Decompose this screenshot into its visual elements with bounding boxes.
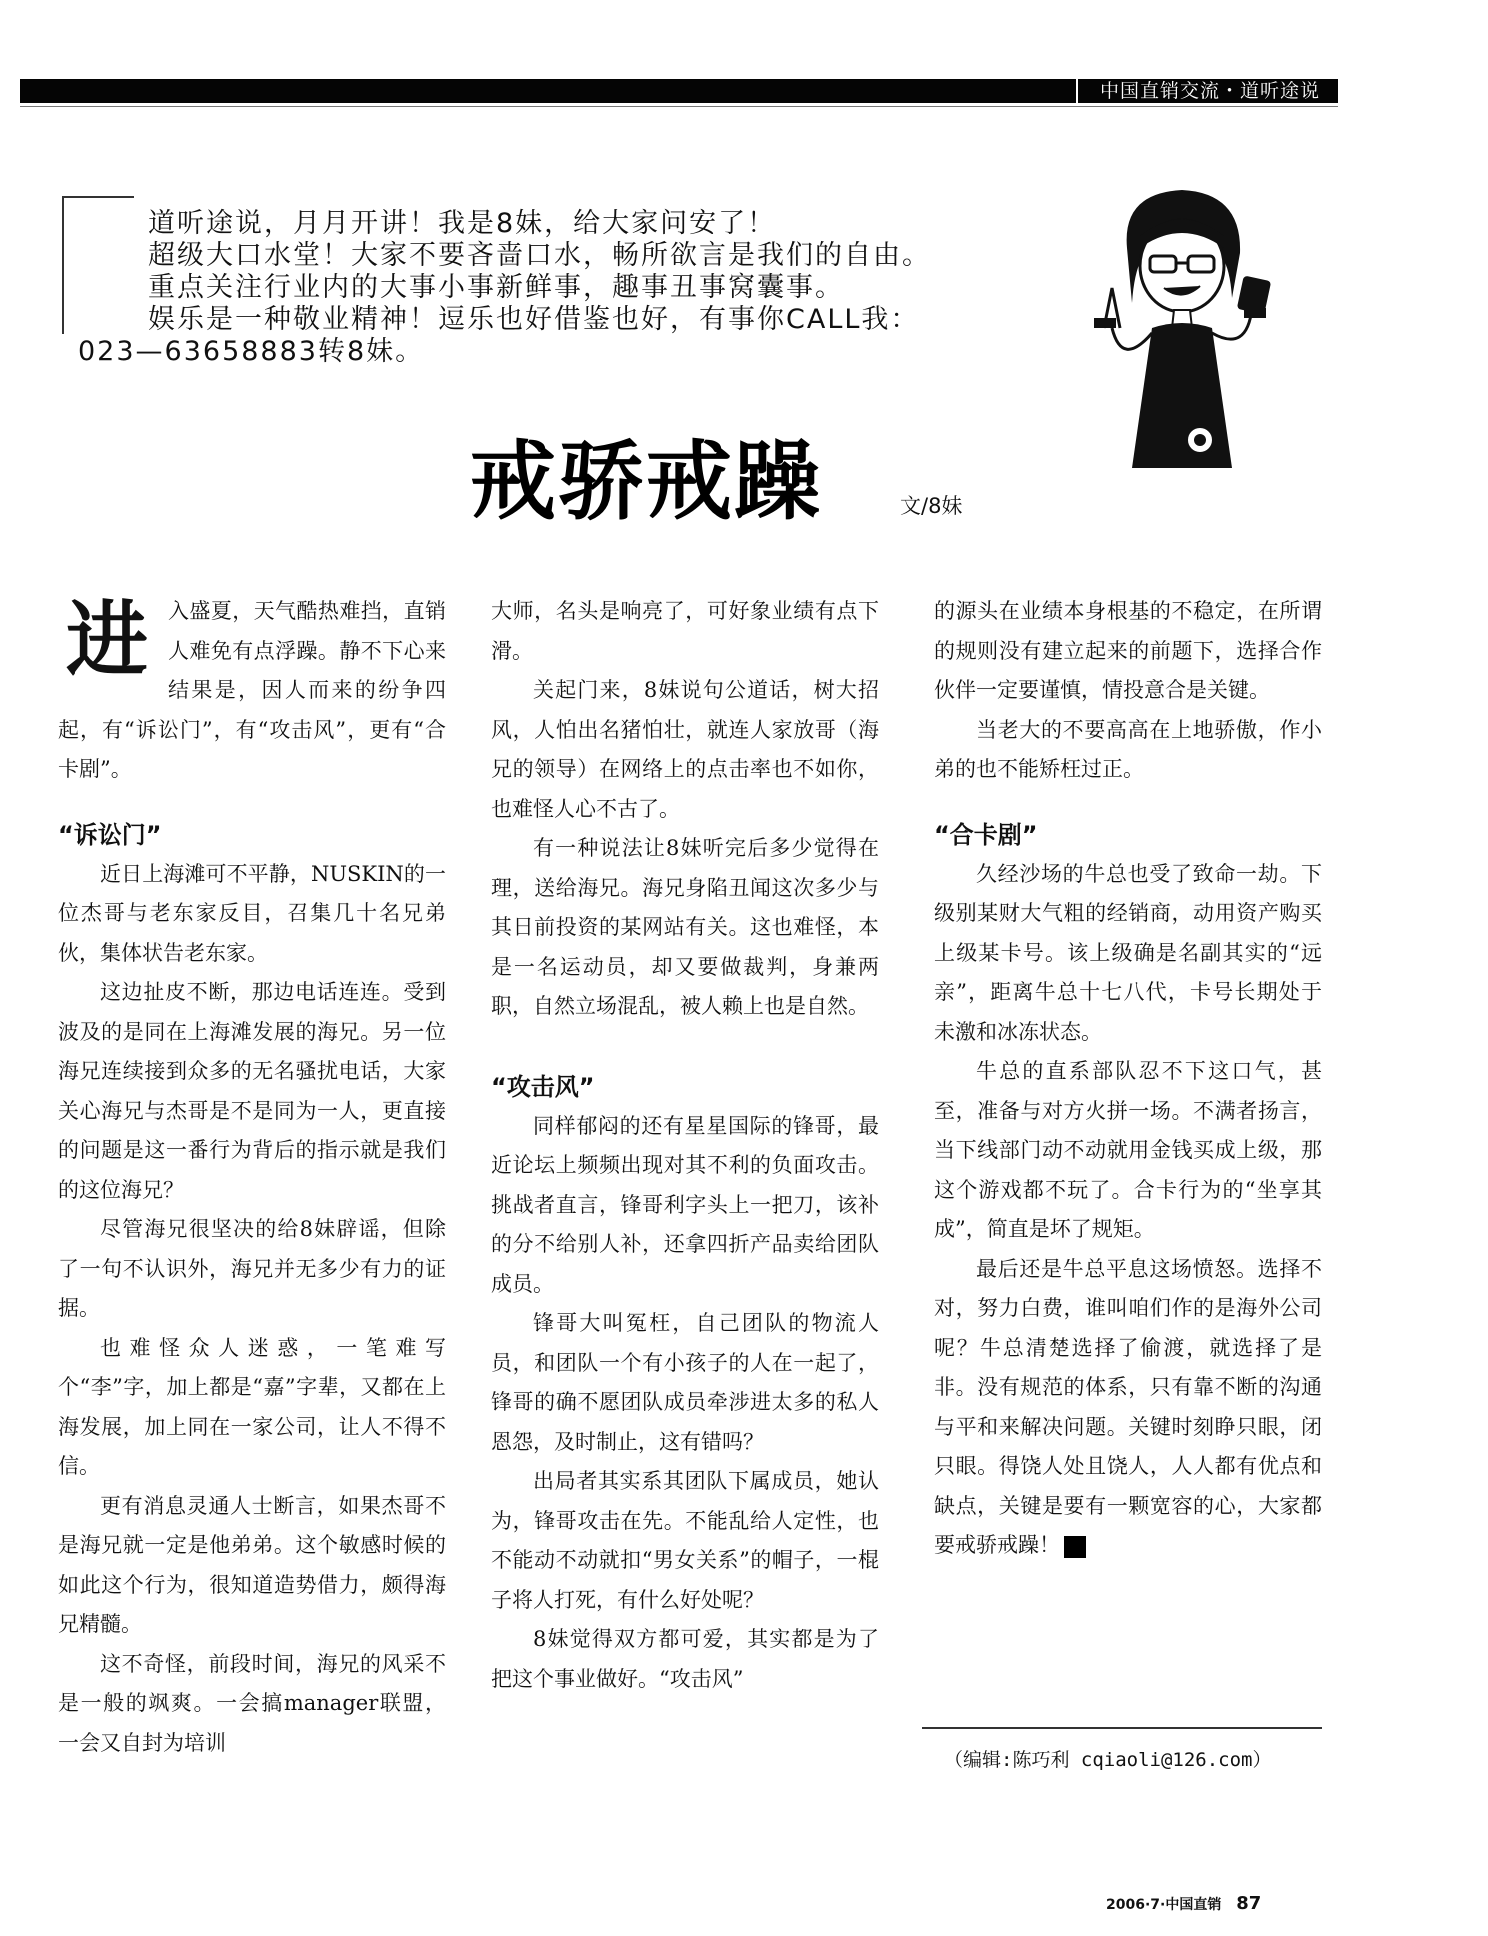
page-number: 87 (1236, 1893, 1262, 1914)
article-paragraph: 这边扯皮不断，那边电话连连。受到波及的是同在上海滩发展的海兄。另一位海兄连续接到众多的无名骚扰电话，大家关心海兄与杰哥是不是同为一人，更直接的问题是这一番行为背后的指示就是我们的这位海兄？ (58, 980, 446, 1202)
section-heading-attack: “攻击风” (491, 1072, 595, 1101)
article-title: 戒骄戒躁 (470, 432, 822, 532)
paragraph-text: 入盛夏，天气酷热难挡，直销人难免有点浮躁。静不下心来结果是，因人而来的纷争四起，有“诉讼门”，有“攻击风”，更有“合卡剧”。 (58, 599, 446, 781)
end-mark-icon: 直 (1064, 1536, 1086, 1558)
article-paragraph: 近日上海滩可不平静，NUSKIN的一位杰哥与老东家反目，召集几十名兄弟伙，集体状告老东家。 (58, 861, 446, 965)
article-paragraph: 的源头在业绩本身根基的不稳定，在所谓的规则没有建立起来的前题下，选择合作伙伴一定要谨慎，情投意合是关键。 (934, 599, 1322, 702)
article-paragraph: 有一种说法让8妹听完后多少觉得在理，送给海兄。海兄身陷丑闻这次多少与其日前投资的某网站有关。这也难怪，本是一名运动员，却又要做裁判，身兼两职，自然立场混乱，被人赖上也是自然。 (491, 836, 879, 1018)
section-heading-card: “合卡剧” (934, 820, 1038, 849)
article-paragraph: 同样郁闷的还有星星国际的锋哥，最近论坛上频频出现对其不利的负面攻击。挑战者直言，锋哥利字头上一把刀，该补的分不给别人补，还拿四折产品卖给团队成员。 (491, 1113, 879, 1296)
page-footer (1106, 1893, 1261, 1914)
article-paragraph: 更有消息灵通人士断言，如果杰哥不是海兄就一定是他弟弟。这个敏感时候的如此这个行为，很知道造势借力，颇得海兄精髓。 (58, 1493, 446, 1636)
article-paragraph: 锋哥大叫冤枉，自己团队的物流人员，和团队一个有小孩子的人在一起了，锋哥的确不愿团队成员牵涉进太多的私人恩怨，及时制止，这有错吗？ (491, 1311, 879, 1454)
article-paragraph: 牛总的直系部队忍不下这口气，甚至，准备与对方火拼一场。不满者扬言，当下线部门动不动就用金钱买成上级，那这个游戏都不玩了。合卡行为的“坐享其成”，简直是坏了规矩。 (934, 1059, 1322, 1241)
article-paragraph (934, 1250, 1322, 1566)
article-column-2 (491, 592, 879, 1699)
editor-credit: （编辑:陈巧利 cqiaoli@126.com） (944, 1749, 1272, 1771)
issue-label: 2006·7·中国直销 (1106, 1897, 1222, 1913)
editor-divider (922, 1727, 1322, 1729)
intro-line: 重点关注行业内的大事小事新鲜事，趣事丑事窝囊事。 (148, 272, 844, 303)
article-paragraph: 关起门来，8妹说句公道话，树大招风，人怕出名猪怕壮，就连人家放哥（海兄的领导）在网络上的点击率也不如你，也难怪人心不古了。 (491, 678, 879, 821)
intro-line: 道听途说，月月开讲！我是8妹，给大家问安了！ (148, 208, 777, 239)
article-paragraph: 久经沙场的牛总也受了致命一劫。下级别某财大气粗的经销商，动用资产购买上级某卡号。该上级确是名副其实的“远亲”，距离牛总十七八代，卡号长期处于未激和冰冻状态。 (934, 861, 1322, 1044)
intro-box (78, 208, 1078, 368)
article-paragraph: 当老大的不要高高在上地骄傲，作小弟的也不能矫枉过正。 (934, 717, 1322, 781)
article-paragraph: 也难怪众人迷惑，一笔难写个“李”字，加上都是“嘉”字辈，又都在上海发展，加上同在一家公司，让人不得不信。 (58, 1335, 446, 1478)
article-paragraph: 尽管海兄很坚决的给8妹辟谣，但除了一句不认识外，海兄并无多少有力的证据。 (58, 1217, 446, 1320)
cartoon-girl-illustration (1082, 178, 1282, 478)
header-divider (20, 106, 1338, 107)
article-column-3 (934, 592, 1322, 1566)
intro-line-phone: 023—63658883转8妹。 (78, 336, 425, 367)
section-heading-lawsuit: “诉讼门” (58, 820, 162, 849)
header-bar (20, 79, 1338, 103)
article-paragraph: 8妹觉得双方都可爱，其实都是为了把这个事业做好。“攻击风” (491, 1627, 879, 1691)
article-paragraph: 这不奇怪，前段时间，海兄的风采不是一般的飒爽。一会搞manager联盟，一会又自封为培训 (58, 1651, 446, 1755)
article-paragraph (58, 592, 446, 790)
article-byline: 文/8妹 (900, 494, 963, 518)
intro-line: 娱乐是一种敬业精神！逗乐也好借鉴也好，有事你CALL我： (148, 304, 920, 335)
intro-line: 超级大口水堂！大家不要吝啬口水，畅所欲言是我们的自由。 (148, 240, 931, 271)
drop-cap: 进 (65, 593, 148, 688)
article-paragraph: 出局者其实系其团队下属成员，她认为，锋哥攻击在先。不能乱给人定性，也不能动不动就扣“男女关系”的帽子，一棍子将人打死，有什么好处呢？ (491, 1469, 879, 1612)
article-column-1 (58, 592, 446, 1763)
article-paragraph: 大师，名头是响亮了，可好象业绩有点下滑。 (491, 599, 879, 663)
section-label: 中国直销交流・道听途说 (1076, 79, 1338, 103)
paragraph-text: 最后还是牛总平息这场愤怒。选择不对，努力白费，谁叫咱们作的是海外公司呢？牛总清楚选择了偷渡，就选择了是非。没有规范的体系，只有靠不断的沟通与平和来解决问题。关键时刻睁只眼，闭只眼。得饶人处且饶人，人人都有优点和缺点，关键是要有一颗宽容的心，大家都要戒骄戒躁！ (934, 1256, 1322, 1557)
